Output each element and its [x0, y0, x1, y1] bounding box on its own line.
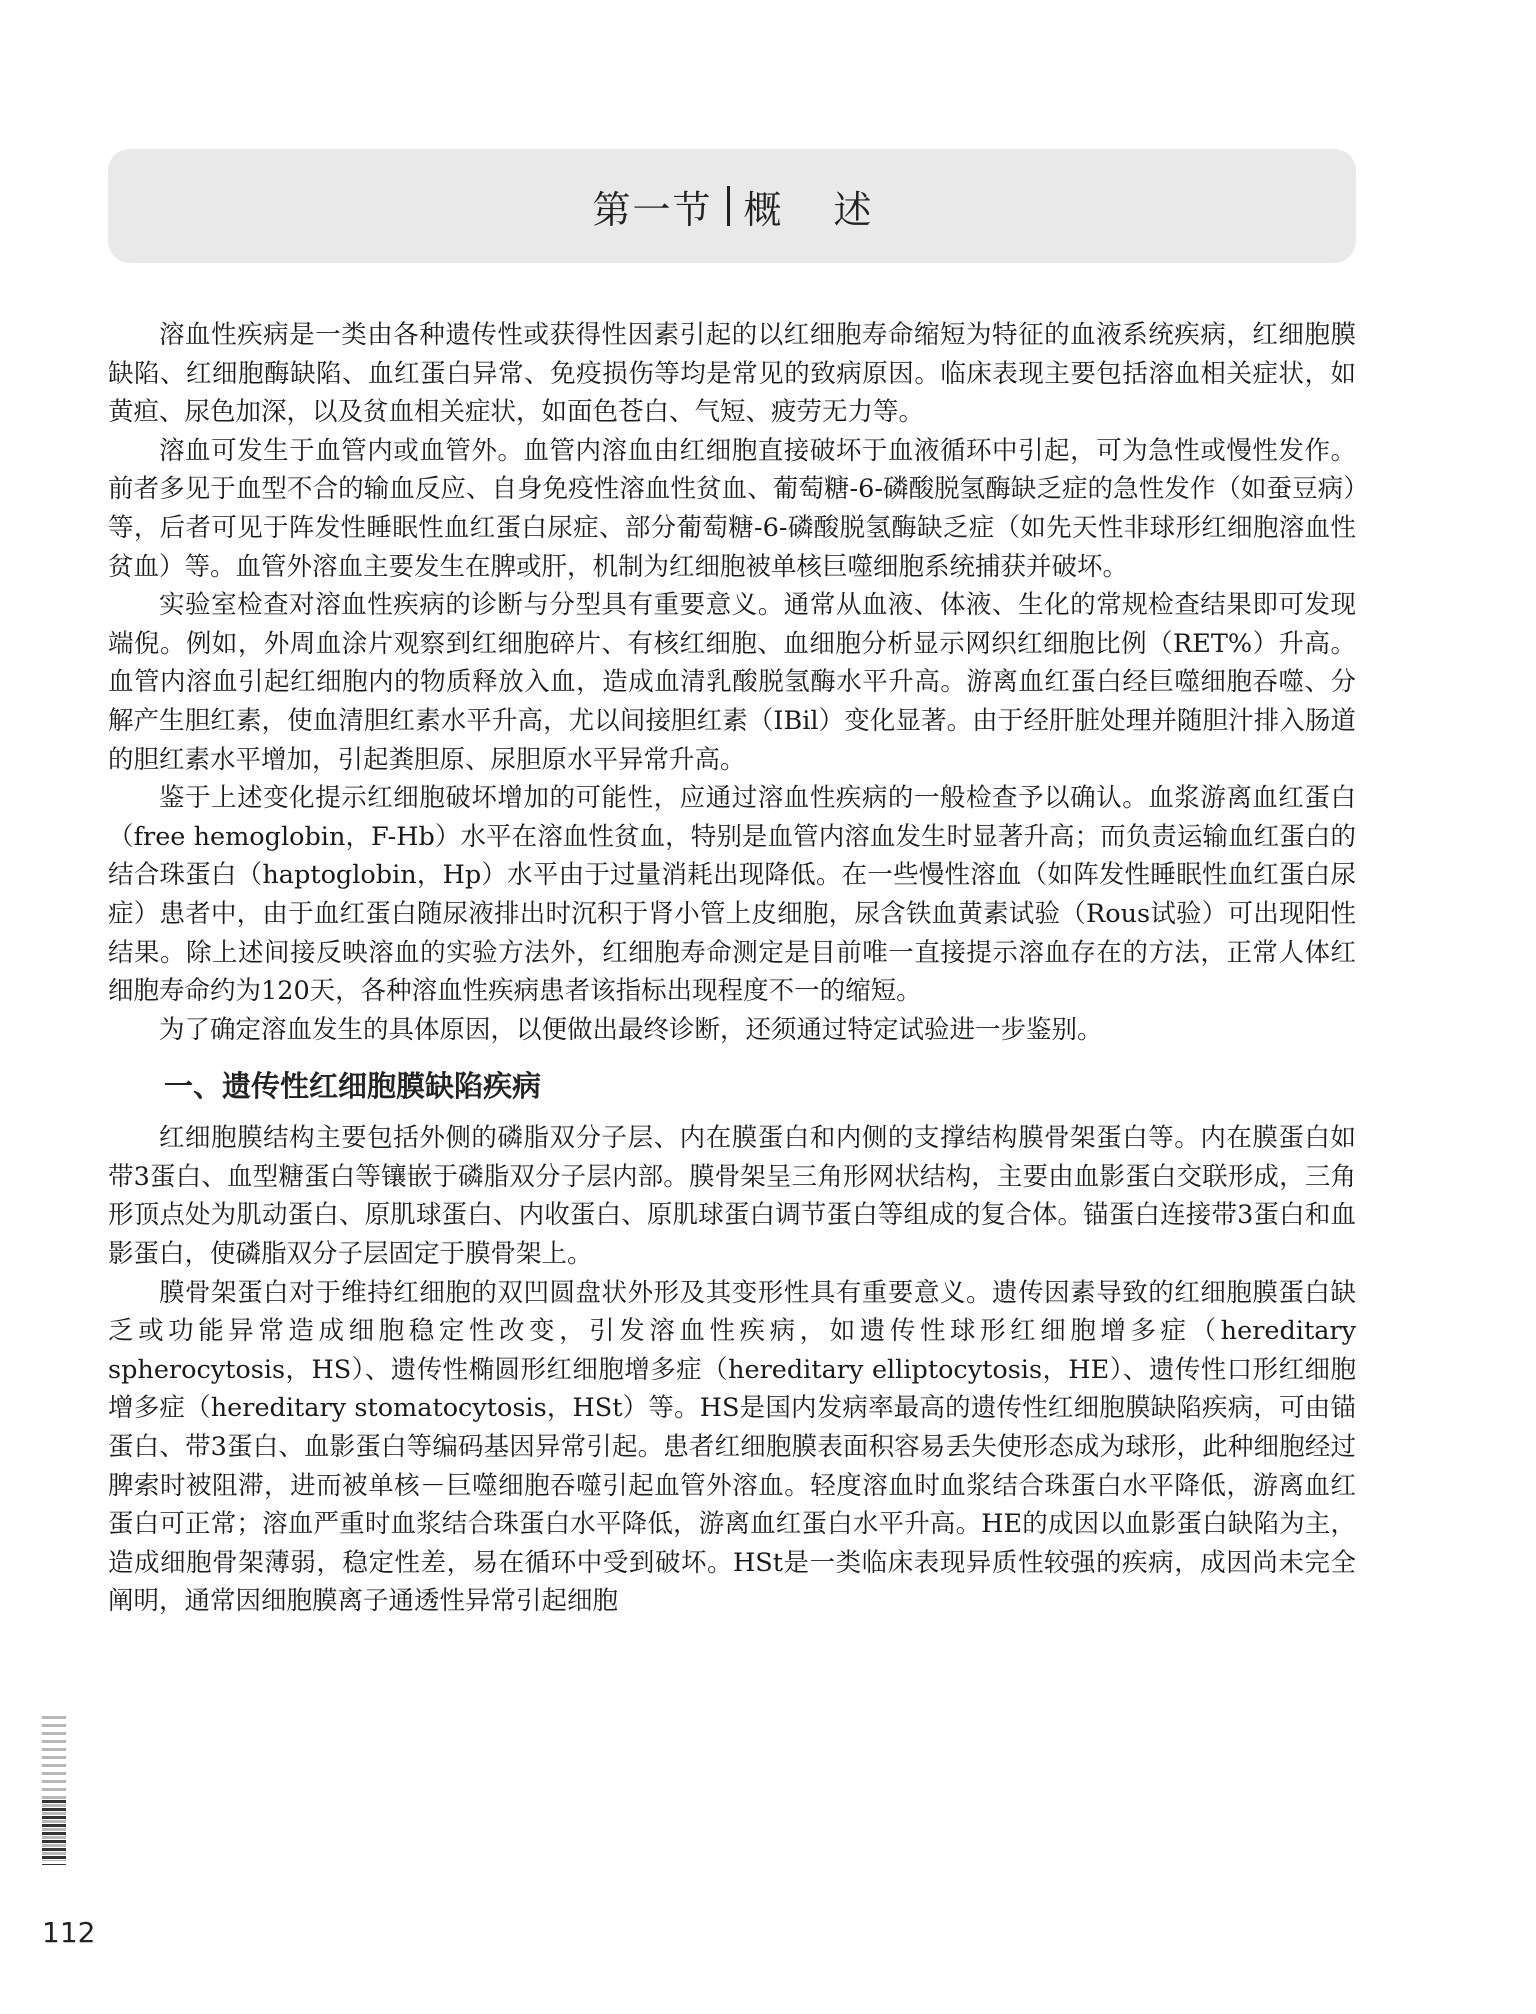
paragraph: 溶血性疾病是一类由各种遗传性或获得性因素引起的以红细胞寿命缩短为特征的血液系统疾病，红细胞膜缺陷、红细胞酶缺陷、血红蛋白异常、免疫损伤等均是常见的致病原因。临床表现主要包括溶血相关症状，如黄疸、尿色加深，以及贫血相关症状，如面色苍白、气短、疲劳无力等。: [108, 320, 1356, 428]
title-separator: [727, 186, 730, 226]
paragraph: 实验室检查对溶血性疾病的诊断与分型具有重要意义。通常从血液、体液、生化的常规检查结果即可发现端倪。例如，外周血涂片观察到红细胞碎片、有核红细胞、血细胞分析显示网织红细胞比例（RET%）升高。血管内溶血引起红细胞内的物质释放入血，造成血清乳酸脱氢酶水平升高。游离血红蛋白经巨噬细胞吞噬、分解产生胆红素，使血清胆红素水平升高，尤以间接胆红素（IBil）变化显著。由于经肝脏处理并随胆汁排入肠道的胆红素水平增加，引起粪胆原、尿胆原水平异常升高。: [108, 590, 1356, 775]
subsection-heading: 一、遗传性红细胞膜缺陷疾病: [164, 1069, 542, 1104]
section-title: [592, 179, 924, 234]
paragraph: 鉴于上述变化提示红细胞破坏增加的可能性，应通过溶血性疾病的一般检查予以确认。血浆游离血红蛋白（free hemoglobin，F-Hb）水平在溶血性贫血，特别是血管内溶血发生时显著升高；而负责运输血红蛋白的结合珠蛋白（haptoglobin，Hp）水平由于过量消耗出现降低。在一些慢性溶血（如阵发性睡眠性血红蛋白尿症）患者中，由于血红蛋白随尿液排出时沉积于肾小管上皮细胞，尿含铁血黄素试验（Rous试验）可出现阳性结果。除上述间接反映溶血的实验方法外，红细胞寿命测定是目前唯一直接提示溶血存在的方法，正常人体红细胞寿命约为120天，各种溶血性疾病患者该指标出现程度不一的缩短。: [108, 783, 1356, 1007]
body-text: [108, 316, 1356, 1621]
paragraph: 溶血可发生于血管内或血管外。血管内溶血由红细胞直接破坏于血液循环中引起，可为急性或慢性发作。前者多见于血型不合的输血反应、自身免疫性溶血性贫血、葡萄糖-6-磷酸脱氢酶缺乏症的急性发作（如蚕豆病）等，后者可见于阵发性睡眠性血红蛋白尿症、部分葡萄糖-6-磷酸脱氢酶缺乏症（如先天性非球形红细胞溶血性贫血）等。血管外溶血主要发生在脾或肝，机制为红细胞被单核巨噬细胞系统捕获并破坏。: [108, 435, 1356, 582]
paragraph: 膜骨架蛋白对于维持红细胞的双凹圆盘状外形及其变形性具有重要意义。遗传因素导致的红细胞膜蛋白缺乏或功能异常造成细胞稳定性改变，引发溶血性疾病，如遗传性球形红细胞增多症（hereditary spherocytosis，HS）、遗传性椭圆形红细胞增多症（hereditary elliptocytosis，HE）、遗传性口形红细胞增多症（hereditary stomatocytosis，HSt）等。HS是国内发病率最高的遗传性红细胞膜缺陷疾病，可由锚蛋白、带3蛋白、血影蛋白等编码基因异常引起。患者红细胞膜表面积容易丢失使形态成为球形，此种细胞经过脾索时被阻滞，进而被单核－巨噬细胞吞噬引起血管外溶血。轻度溶血时血浆结合珠蛋白水平降低，游离血红蛋白可正常；溶血严重时血浆结合珠蛋白水平降低，游离血红蛋白水平升高。HE的成因以血影蛋白缺陷为主，造成细胞骨架薄弱，稳定性差，易在循环中受到破坏。HSt是一类临床表现异质性较强的疾病，成因尚未完全阐明，通常因细胞膜离子通透性异常引起细胞: [108, 1277, 1356, 1617]
section-name: 概述: [743, 187, 924, 232]
paragraph: 为了确定溶血发生的具体原因，以便做出最终诊断，还须通过特定试验进一步鉴别。: [159, 1014, 1103, 1045]
section-number: 第一节: [592, 187, 713, 232]
section-header: [108, 149, 1356, 263]
page-edge-marker-dark: [42, 1800, 66, 1865]
page-number: 112: [42, 1916, 96, 1949]
paragraph: 红细胞膜结构主要包括外侧的磷脂双分子层、内在膜蛋白和内侧的支撑结构膜骨架蛋白等。内在膜蛋白如带3蛋白、血型糖蛋白等镶嵌于磷脂双分子层内部。膜骨架呈三角形网状结构，主要由血影蛋白交联形成，三角形顶点处为肌动蛋白、原肌球蛋白、内收蛋白、原肌球蛋白调节蛋白等组成的复合体。锚蛋白连接带3蛋白和血影蛋白，使磷脂双分子层固定于膜骨架上。: [108, 1123, 1356, 1270]
